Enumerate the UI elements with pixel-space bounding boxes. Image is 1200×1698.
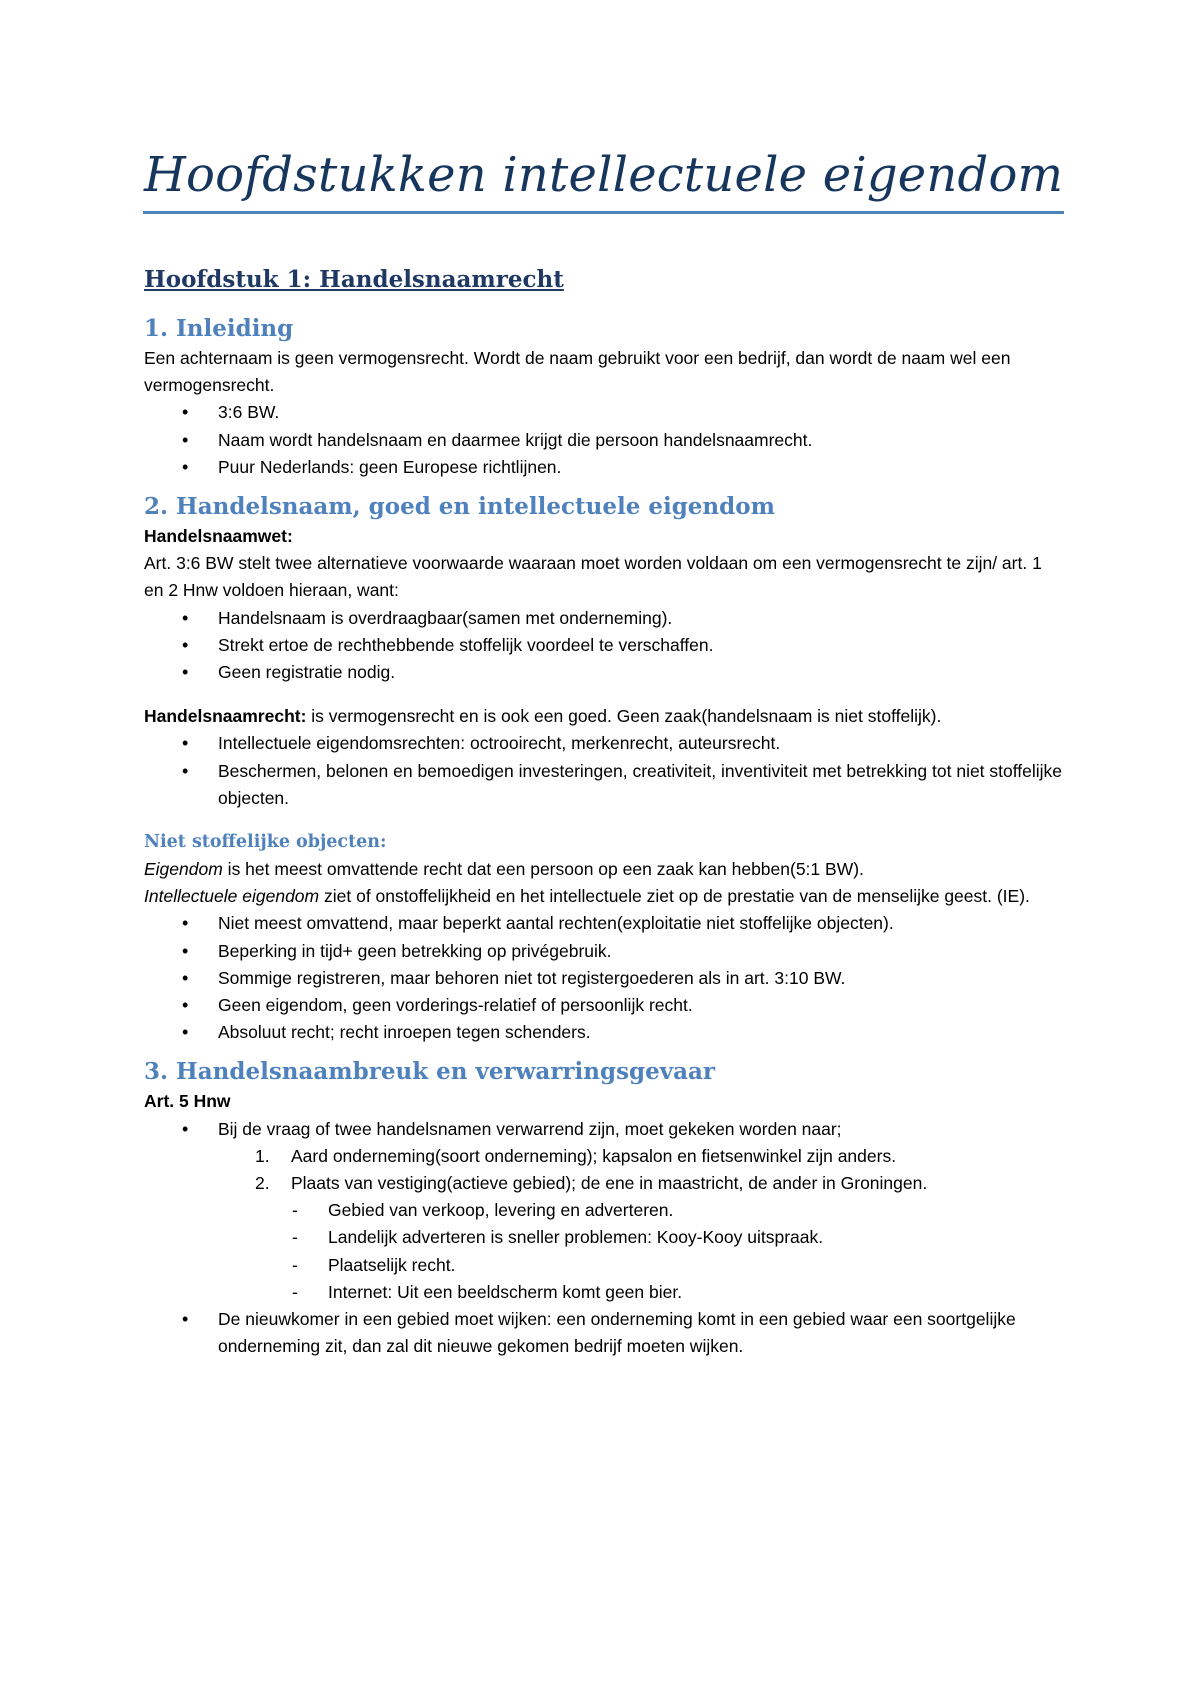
list-item: • Niet meest omvattend, maar beperkt aantal rechten(exploitatie niet stoffelijke objecten).: [218, 910, 1064, 937]
list-item: • Sommige registreren, maar behoren niet tot registergoederen als in art. 3:10 BW.: [218, 965, 1064, 992]
eigendom-text: is het meest omvattende recht dat een persoon op een zaak kan hebben(5:1 BW).: [222, 859, 864, 880]
ie-paragraph: [144, 883, 1064, 910]
dash-item: - Plaatselijk recht.: [328, 1252, 1064, 1279]
section-1-intro: Een achternaam is geen vermogensrecht. Wordt de naam gebruikt voor een bedrijf, dan wordt de naam wel een vermogensrecht.: [144, 348, 1011, 396]
list-item: • Geen registratie nodig.: [218, 659, 1064, 686]
list-item: • Absoluut recht; recht inroepen tegen schenders.: [218, 1019, 1064, 1046]
list-item: [218, 1116, 1064, 1306]
section-2-bullets: [144, 605, 1064, 687]
item-text: Aard onderneming(soort onderneming); kapsalon en fietsenwinkel zijn anders.: [291, 1145, 897, 1166]
list-item: • Handelsnaam is overdraagbaar(samen met onderneming).: [218, 605, 1064, 632]
document-body: [144, 265, 1064, 1361]
handelsnaamrecht-label: Handelsnaamrecht:: [144, 706, 307, 727]
section-1-heading: 1. Inleiding: [144, 315, 294, 342]
list-item: • Beschermen, belonen en bemoedigen investeringen, creativiteit, inventiviteit met betrekking tot niet stoffelijke objecten.: [218, 758, 1064, 812]
item-number: 2.: [255, 1173, 270, 1194]
numbered-item: [255, 1143, 1064, 1170]
section-1-bullets: [144, 399, 1064, 481]
dash-item: - Internet: Uit een beeldscherm komt geen bier.: [328, 1279, 1064, 1306]
title-underline: [143, 211, 1064, 214]
list-item: • Naam wordt handelsnaam en daarmee krijgt die persoon handelsnaamrecht.: [218, 427, 1064, 454]
handelsnaamrecht-paragraph: [144, 703, 1064, 730]
ie-term: Intellectuele eigendom: [144, 886, 320, 907]
eigendom-paragraph: [144, 856, 1064, 883]
numbered-item: [255, 1170, 1064, 1306]
item-text: Plaats van vestiging(actieve gebied); de ene in maastricht, de ander in Groningen.: [291, 1173, 928, 1194]
section-2-heading: 2. Handelsnaam, goed en intellectuele eigendom: [144, 493, 775, 521]
niet-stoffelijke-bullets: [144, 910, 1064, 1046]
list-item: • Intellectuele eigendomsrechten: octrooirecht, merkenrecht, auteursrecht.: [218, 730, 1064, 757]
document-title: Hoofdstukken intellectuele eigendom: [144, 147, 1064, 203]
numbered-list: [218, 1143, 1064, 1306]
list-item: • Puur Nederlands: geen Europese richtlijnen.: [218, 454, 1064, 481]
handelsnaamrecht-text: is vermogensrecht en is ook een goed. Geen zaak(handelsnaam is niet stoffelijk).: [306, 706, 942, 727]
dash-item: - Gebied van verkoop, levering en adverteren.: [328, 1197, 1064, 1224]
list-item: • Strekt ertoe de rechthebbende stoffelijk voordeel te verschaffen.: [218, 632, 1064, 659]
list-item: • Geen eigendom, geen vorderings-relatief of persoonlijk recht.: [218, 992, 1064, 1019]
section-3-heading: 3. Handelsnaambreuk en verwarringsgevaar: [144, 1058, 716, 1086]
handelsnaamrecht-bullets: [144, 730, 1064, 812]
list-item: • De nieuwkomer in een gebied moet wijken: een onderneming komt in een gebied waar een soortgelijke onderneming zit, dan zal dit nieuwe gekomen bedrijf moeten wijken.: [218, 1306, 1064, 1360]
dash-item: - Landelijk adverteren is sneller problemen: Kooy-Kooy uitspraak.: [328, 1224, 1064, 1251]
list-item-text: Bij de vraag of twee handelsnamen verwarrend zijn, moet gekeken worden naar;: [218, 1118, 842, 1139]
niet-stoffelijke-objecten-heading: Niet stoffelijke objecten:: [144, 832, 387, 853]
dash-list: [291, 1197, 1064, 1306]
handelsnaamwet-label: Handelsnaamwet:: [144, 526, 293, 547]
list-item: • Beperking in tijd+ geen betrekking op privégebruik.: [218, 938, 1064, 965]
eigendom-term: Eigendom: [144, 859, 223, 880]
section-2-text: Art. 3:6 BW stelt twee alternatieve voorwaarde waaraan moet worden voldaan om een vermogensrecht te zijn/ art. 1 en 2 Hnw voldoen hieraan, want:: [144, 553, 1042, 601]
list-item: • 3:6 BW.: [218, 399, 1064, 426]
article-label: Art. 5 Hnw: [144, 1091, 231, 1112]
chapter-title: Hoofdstuk 1: Handelsnaamrecht: [144, 266, 564, 293]
section-3-bullets: [144, 1116, 1064, 1361]
item-number: 1.: [255, 1145, 270, 1166]
ie-text: ziet of onstoffelijkheid en het intellectuele ziet op de prestatie van de menselijke geest. (IE).: [319, 886, 1030, 907]
